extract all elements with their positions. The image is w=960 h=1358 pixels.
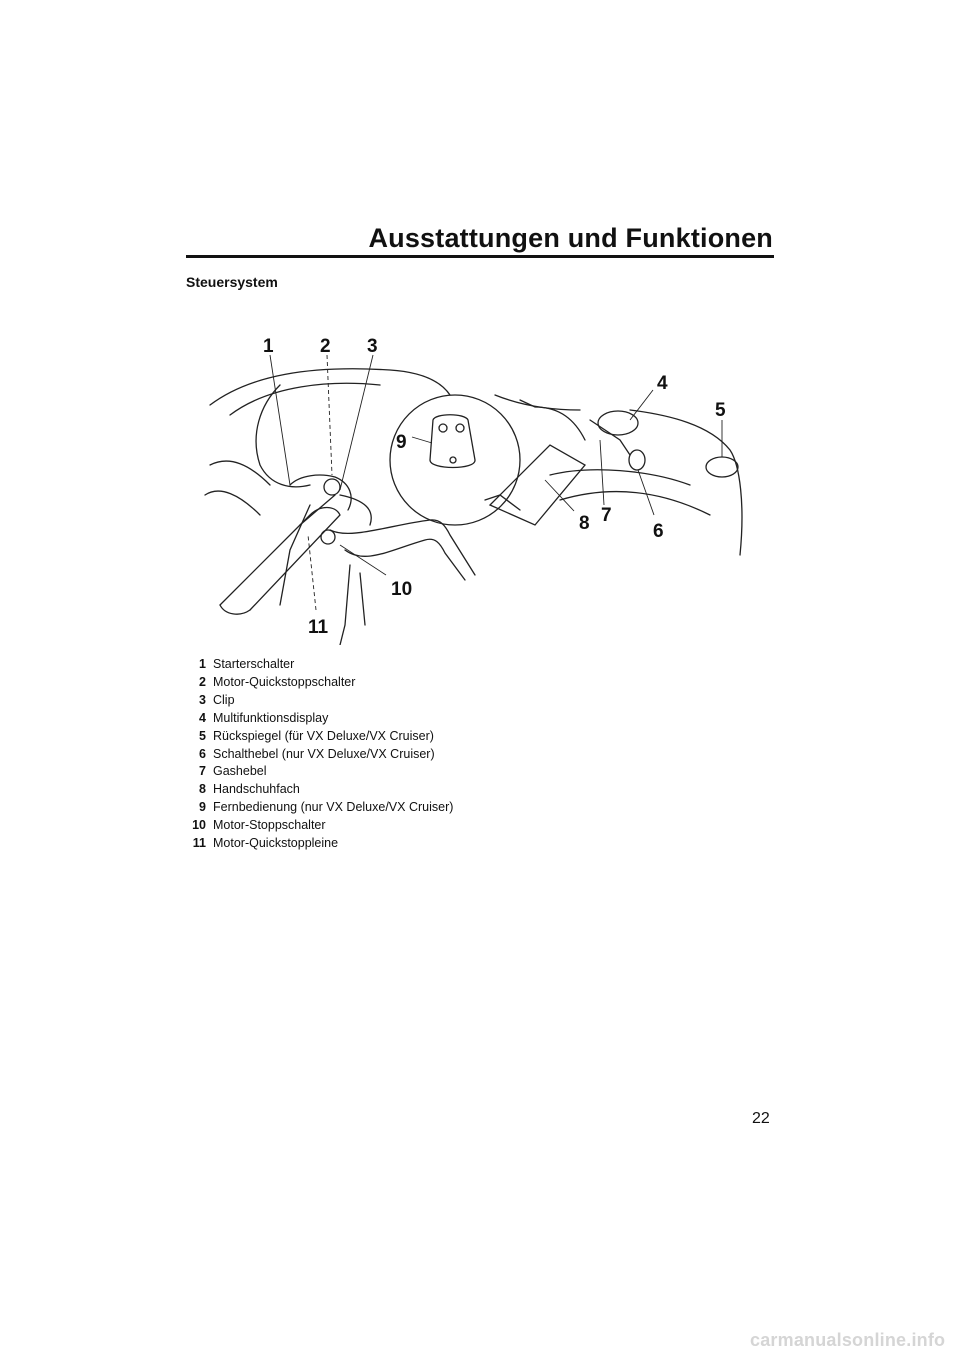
right-handlebar-top	[495, 395, 580, 410]
legend-item	[180, 728, 453, 746]
callout-3: 3	[367, 336, 378, 357]
legend-item	[180, 656, 453, 674]
pod-inner-line	[230, 383, 380, 415]
page-number: 22	[752, 1110, 770, 1127]
legend-label: Multifunktionsdisplay	[213, 710, 329, 725]
remote-button-b	[456, 424, 464, 432]
callout-8: 8	[579, 513, 590, 534]
legend-label: Clip	[213, 692, 235, 707]
deck-edge-d	[360, 573, 365, 625]
callout-4: 4	[657, 373, 668, 394]
throttle-lever	[590, 420, 630, 455]
legend-label: Starterschalter	[213, 657, 295, 671]
callout-10: 10	[391, 579, 413, 600]
callout-9: 9	[396, 432, 407, 453]
legend-number: 6	[199, 746, 206, 761]
leader-4	[630, 390, 653, 420]
legend-label: Handschuhfach	[213, 782, 300, 797]
deck-line-right-b	[560, 492, 710, 515]
parts-legend	[180, 656, 453, 853]
legend-number: 1	[199, 657, 206, 671]
remote-button-a	[439, 424, 447, 432]
legend-number: 4	[199, 710, 206, 725]
body-line-b	[205, 491, 260, 515]
clip-line	[300, 495, 335, 525]
rear-mirror	[706, 457, 738, 477]
handlebar-pod-outline	[210, 369, 450, 405]
glovebox-latch	[485, 495, 520, 510]
callout-11: 11	[308, 617, 329, 638]
watermark-link[interactable]: carmanualsonline.info	[750, 1330, 946, 1350]
callout-5: 5	[715, 400, 726, 421]
title-rule	[186, 255, 774, 258]
legend-label: Motor-Quickstoppschalter	[213, 674, 356, 689]
leader-8	[545, 480, 574, 511]
legend-number: 7	[199, 764, 206, 779]
callout-6: 6	[653, 521, 664, 542]
body-line-a	[210, 461, 270, 485]
legend-item	[180, 692, 453, 710]
leader-9	[412, 437, 432, 443]
stop-switch-knob	[324, 479, 340, 495]
legend-number: 9	[199, 800, 206, 815]
leader-7	[600, 440, 604, 505]
leader-2	[327, 355, 332, 475]
steering-system-illustration	[190, 325, 770, 645]
legend-number: 3	[199, 692, 206, 707]
remote-control-outline	[430, 415, 475, 468]
callout-7: 7	[601, 505, 612, 526]
deck-edge-c	[340, 565, 350, 645]
legend-number: 5	[199, 728, 206, 743]
left-grip	[220, 508, 340, 611]
page-title: Ausstattungen und Funktionen	[368, 223, 773, 253]
leader-10	[340, 545, 386, 575]
hull-right	[630, 410, 742, 555]
housing-side	[340, 495, 371, 525]
callout-1: 1	[263, 336, 274, 357]
legend-item	[180, 763, 453, 781]
legend-item	[180, 781, 453, 799]
legend-item	[180, 835, 453, 853]
legend-number: 10	[192, 818, 206, 833]
legend-number: 11	[192, 836, 206, 851]
legend-label: Motor-Quickstoppleine	[213, 836, 339, 851]
glovebox-lid	[490, 445, 585, 525]
callout-2: 2	[320, 336, 331, 357]
legend-label: Fernbedienung (nur VX Deluxe/VX Cruiser)	[213, 800, 454, 815]
grip-end	[220, 605, 250, 614]
right-handlebar	[520, 400, 585, 440]
legend-item	[180, 674, 453, 692]
remote-keyring	[450, 457, 456, 463]
legend-label: Motor-Stoppschalter	[213, 818, 326, 833]
leader-11	[308, 535, 316, 610]
legend-item	[180, 799, 453, 817]
legend-label: Gashebel	[213, 764, 267, 779]
legend-item	[180, 817, 453, 835]
multifunction-display	[598, 411, 638, 435]
stop-switch-button	[321, 530, 335, 544]
legend-number: 2	[199, 674, 206, 689]
legend-item	[180, 710, 453, 728]
leader-3	[340, 355, 373, 490]
pod-curve	[256, 385, 310, 487]
shift-lever	[629, 450, 645, 470]
legend-number: 8	[199, 782, 206, 797]
section-heading: Steuersystem	[186, 274, 278, 290]
legend-label: Schalthebel (nur VX Deluxe/VX Cruiser)	[213, 746, 435, 761]
legend-label: Rückspiegel (für VX Deluxe/VX Cruiser)	[213, 728, 434, 743]
legend-item	[180, 746, 453, 764]
